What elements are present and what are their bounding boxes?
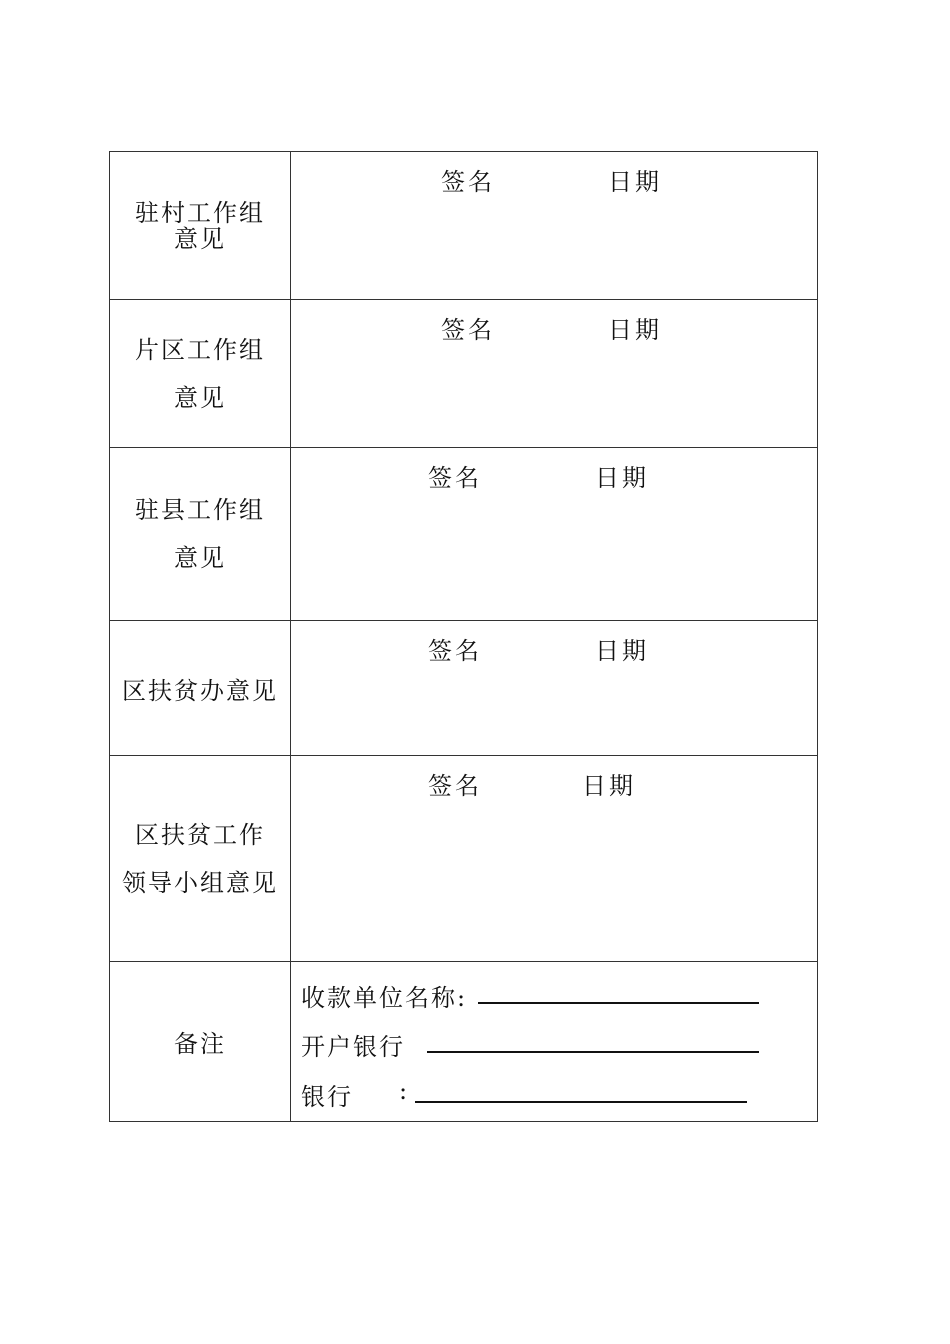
- form-row-area-team: [110, 300, 818, 448]
- opinion-field[interactable]: [291, 448, 818, 621]
- row-label-line1: 区扶贫办意见: [122, 676, 278, 705]
- signature-label: 签名: [428, 464, 482, 492]
- signature-label: 签名: [428, 772, 482, 800]
- form-row-leadership-group: [110, 756, 818, 962]
- payee-name-label: 收款单位名称:: [301, 984, 468, 1012]
- opinion-field[interactable]: [291, 300, 818, 448]
- form-row-remarks: [110, 962, 818, 1122]
- row-label-line2: 意见: [174, 544, 226, 572]
- form-row-district-poverty-office: [110, 621, 818, 756]
- date-label: 日期: [582, 772, 636, 800]
- row-label-line2: 意见: [174, 383, 226, 412]
- payee-name-input-line[interactable]: [478, 1002, 759, 1004]
- row-label: [110, 756, 291, 962]
- row-label: [110, 300, 291, 448]
- account-colon: :: [399, 1077, 410, 1105]
- date-label: 日期: [608, 168, 662, 196]
- row-label-line2: 意见: [174, 224, 226, 253]
- date-label: 日期: [595, 464, 649, 492]
- date-label: 日期: [595, 637, 649, 665]
- row-label: [110, 152, 291, 300]
- remarks-field: [291, 962, 818, 1122]
- bank-name-input-line[interactable]: [427, 1051, 759, 1053]
- row-label-line1: 片区工作组: [135, 335, 265, 364]
- bank-name-label: 开户银行: [301, 1033, 405, 1061]
- signature-label: 签名: [441, 168, 495, 196]
- row-label: [110, 621, 291, 756]
- date-label: 日期: [608, 316, 662, 344]
- signature-label: 签名: [428, 637, 482, 665]
- account-input-line[interactable]: [415, 1101, 747, 1103]
- row-label: [110, 448, 291, 621]
- row-label-line1: 驻村工作组: [135, 198, 265, 227]
- form-row-village-team: [110, 152, 818, 300]
- opinion-field[interactable]: [291, 756, 818, 962]
- account-label: 银行: [301, 1083, 353, 1111]
- signature-label: 签名: [441, 316, 495, 344]
- opinion-field[interactable]: [291, 621, 818, 756]
- opinion-field[interactable]: [291, 152, 818, 300]
- form-row-county-team: [110, 448, 818, 621]
- remarks-label: 备注: [110, 962, 291, 1122]
- row-label-line1: 驻县工作组: [135, 496, 265, 524]
- row-label-line1: 区扶贫工作: [135, 820, 265, 849]
- approval-form-table: [109, 151, 818, 1122]
- row-label-line2: 领导小组意见: [122, 868, 278, 897]
